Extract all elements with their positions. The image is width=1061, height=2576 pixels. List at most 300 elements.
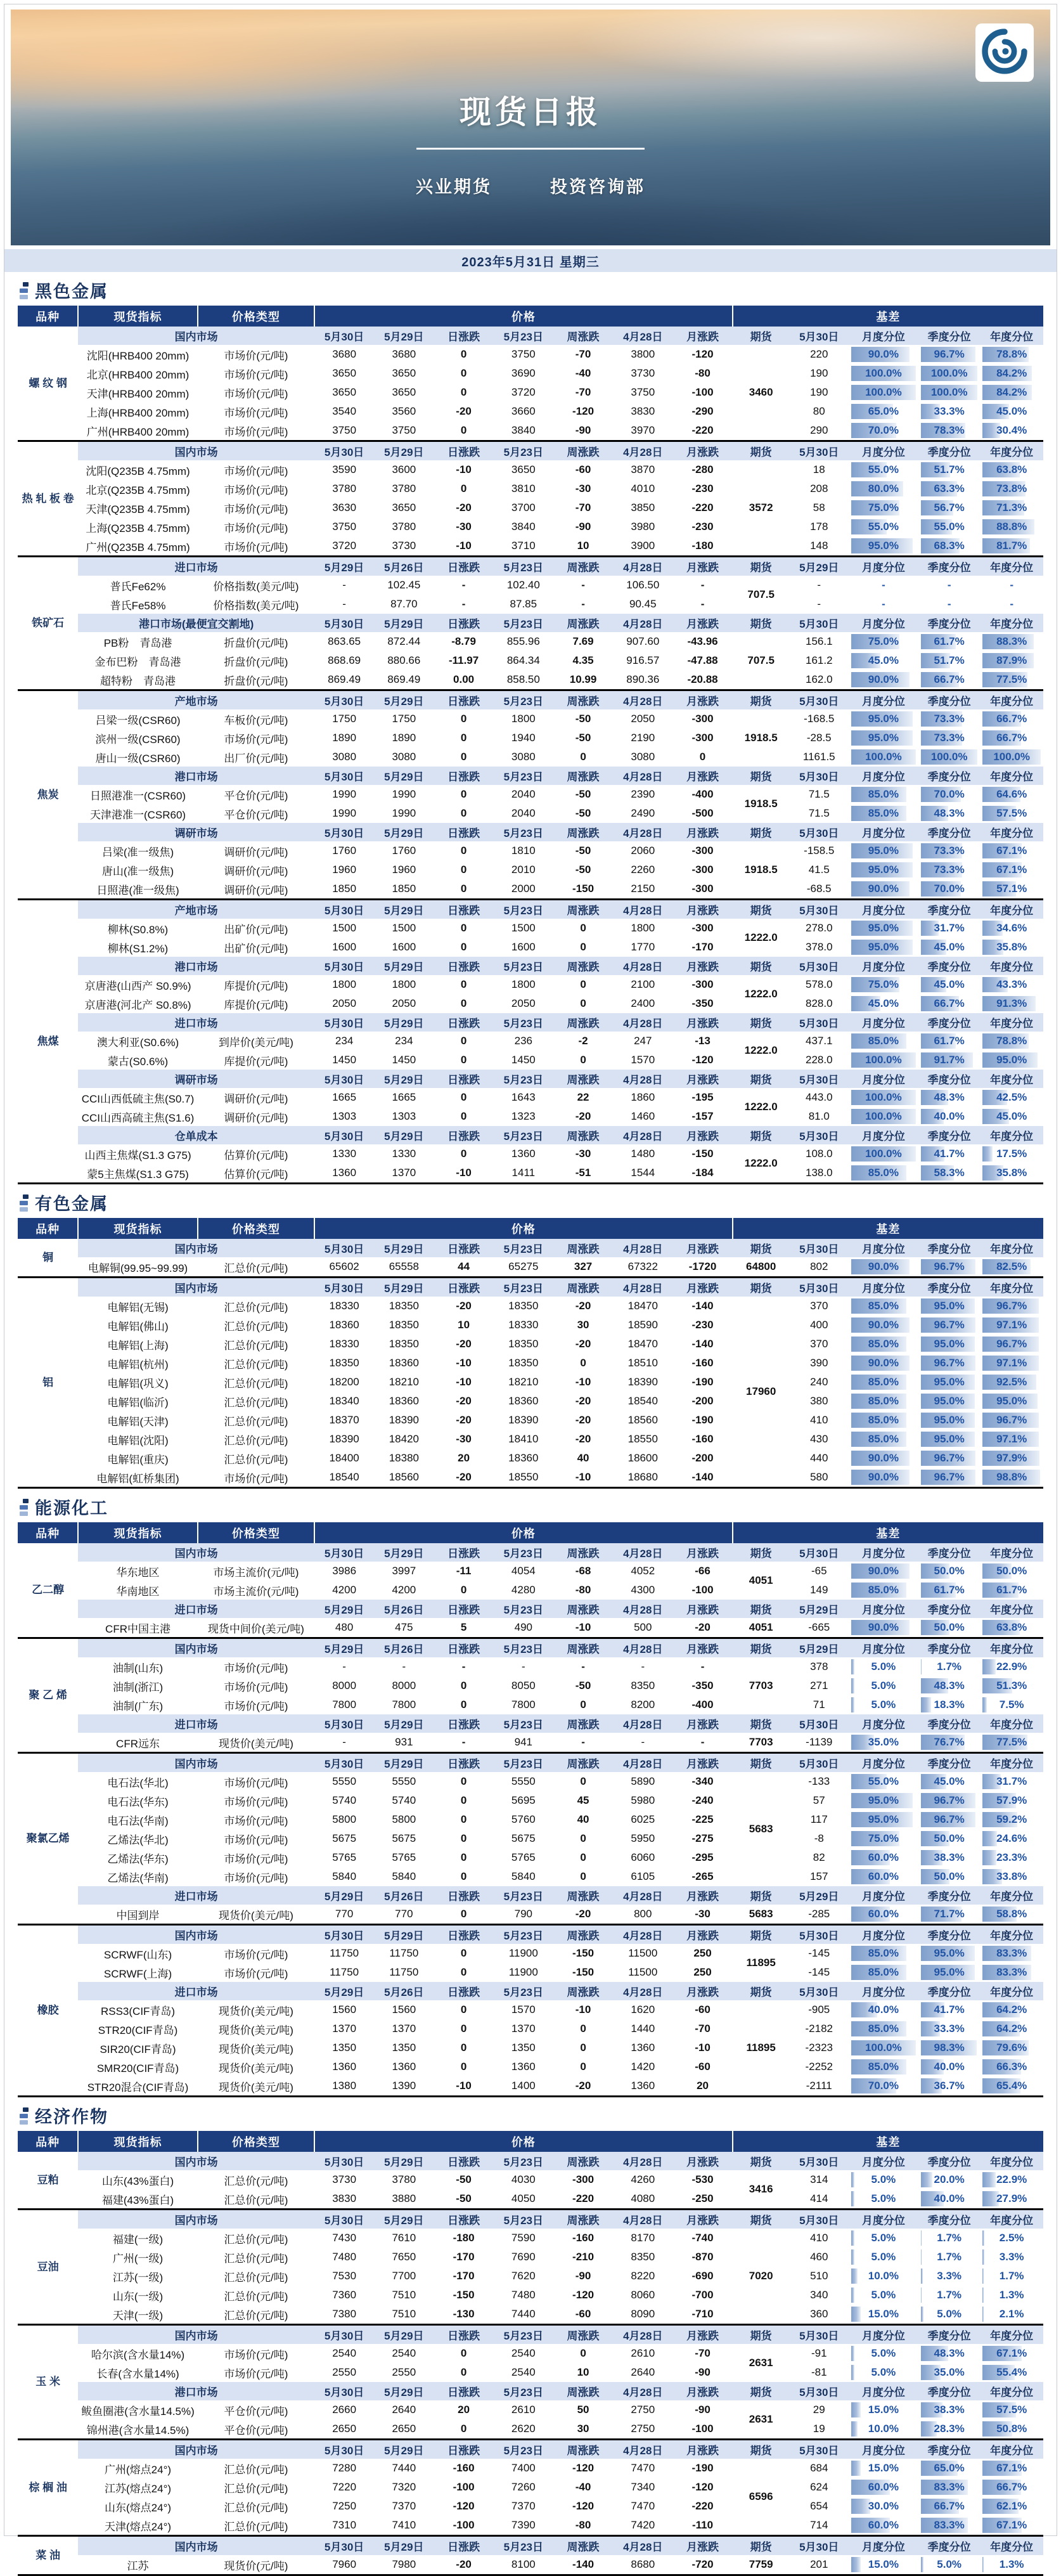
percentile-value: 56.7% bbox=[934, 502, 965, 514]
monthly-pct-header: 月度分位 bbox=[849, 2536, 918, 2556]
basis-date-header: 5月30日 bbox=[790, 1126, 849, 1144]
market-label: 仓单成本 bbox=[78, 1126, 314, 1144]
percentile-cell bbox=[918, 1297, 980, 1316]
price-cell: 8350 bbox=[631, 2251, 655, 2263]
percentile-cell bbox=[849, 1676, 918, 1695]
percentile-value: 100.0% bbox=[865, 1110, 902, 1122]
monthly-pct-header: 月度分位 bbox=[849, 1239, 918, 1257]
price-cell: 6105 bbox=[631, 1870, 655, 1882]
futures-header: 期货 bbox=[733, 1753, 790, 1773]
percentile-value: 28.3% bbox=[934, 2423, 965, 2435]
price-cell: 490 bbox=[514, 1621, 532, 1633]
date-header: 5月30日 bbox=[314, 1543, 374, 1562]
price-cell: 18680 bbox=[627, 1471, 658, 1483]
indicator-cell: 山东(43%蛋白) bbox=[101, 2175, 174, 2187]
daily-change-cell: 0 bbox=[460, 1832, 467, 1844]
percentile-cell bbox=[980, 1810, 1043, 1829]
monthly-change-cell: -20.88 bbox=[687, 673, 718, 685]
daily-change-cell: 0 bbox=[460, 941, 467, 953]
market-subheader-row bbox=[18, 2382, 1043, 2400]
market-label: 进口市场 bbox=[78, 1886, 314, 1905]
table-row bbox=[18, 938, 1043, 957]
percentile-value: 96.7% bbox=[934, 348, 965, 360]
percentile-cell bbox=[918, 2000, 980, 2019]
percentile-cell bbox=[918, 2229, 980, 2248]
percentile-value: 60.0% bbox=[868, 1851, 899, 1863]
price-cell: 3750 bbox=[392, 424, 416, 436]
daily-chg-header: 日涨跌 bbox=[434, 1013, 493, 1032]
percentile-value: 17.5% bbox=[996, 1148, 1027, 1160]
price-cell: 5550 bbox=[332, 1775, 357, 1787]
date-header: 5月29日 bbox=[314, 1982, 374, 2000]
price-cell: 1960 bbox=[392, 864, 416, 876]
price-type-cell: 现货中间价(美元/吨) bbox=[207, 1622, 304, 1635]
futures-price-cell: 11895 bbox=[746, 2042, 776, 2054]
percentile-cell bbox=[918, 1695, 980, 1714]
percentile-cell bbox=[918, 1392, 980, 1411]
percentile-cell bbox=[849, 345, 918, 364]
percentile-value: 84.2% bbox=[996, 367, 1027, 379]
monthly-change-cell: -230 bbox=[691, 521, 714, 533]
basis-value-cell: 360 bbox=[810, 2308, 828, 2320]
futures-header: 期货 bbox=[733, 614, 790, 632]
yearly-pct-header: 年度分位 bbox=[980, 957, 1043, 975]
monthly-chg-header: 月涨跌 bbox=[672, 767, 732, 785]
percentile-cell bbox=[918, 1430, 980, 1449]
price-cell: - bbox=[342, 1736, 346, 1748]
basis-value-cell: 580 bbox=[810, 1471, 828, 1483]
price-cell: 18560 bbox=[389, 1471, 419, 1483]
daily-change-cell: 0 bbox=[460, 1813, 467, 1825]
price-cell: 5695 bbox=[511, 1794, 536, 1806]
date-header: 5月30日 bbox=[314, 1013, 374, 1032]
price-cell: 3750 bbox=[332, 521, 357, 533]
percentile-cell bbox=[980, 1257, 1043, 1278]
basis-value-cell: 228.0 bbox=[805, 1054, 833, 1066]
table-row bbox=[18, 345, 1043, 364]
percentile-value: 100.0% bbox=[865, 751, 902, 763]
section-bullet-icon bbox=[20, 2107, 29, 2126]
price-cell: 1450 bbox=[392, 1054, 416, 1066]
price-cell: 3780 bbox=[392, 482, 416, 495]
price-cell: 18330 bbox=[508, 1319, 539, 1331]
percentile-value: 45.0% bbox=[996, 1110, 1027, 1122]
percentile-bar bbox=[921, 1659, 922, 1674]
price-cell: 65275 bbox=[508, 1260, 539, 1272]
indicator-cell: 电解铝(巩义) bbox=[107, 1377, 169, 1390]
basis-value-cell: 201 bbox=[810, 2558, 828, 2570]
percentile-cell bbox=[918, 576, 980, 595]
percentile-cell bbox=[849, 975, 918, 994]
indicator-cell: 油制(广东) bbox=[112, 1700, 164, 1712]
date-header: 5月30日 bbox=[314, 1925, 374, 1945]
monthly-change-cell: -90 bbox=[695, 2404, 711, 2416]
org-line bbox=[11, 173, 1050, 198]
weekly-change-cell: -140 bbox=[572, 2558, 595, 2570]
price-cell: 3750 bbox=[332, 424, 357, 436]
price-type-cell: 折盘价(元/吨) bbox=[224, 656, 288, 668]
price-cell: 770 bbox=[335, 1908, 354, 1920]
weekly-change-cell: -10 bbox=[575, 1376, 591, 1388]
percentile-value: 45.0% bbox=[934, 941, 965, 953]
price-type-cell: 市场价(元/吨) bbox=[224, 733, 288, 746]
table-row bbox=[18, 517, 1043, 536]
daily-change-cell: 0 bbox=[460, 1947, 467, 1959]
price-cell: 1440 bbox=[631, 2023, 655, 2035]
monthly-change-cell: 0 bbox=[699, 751, 706, 763]
price-cell: 480 bbox=[335, 1621, 354, 1633]
market-subheader-row bbox=[18, 900, 1043, 919]
date-header: 5月29日 bbox=[374, 1543, 434, 1562]
percentile-cell bbox=[918, 1163, 980, 1184]
percentile-value: 50.8% bbox=[996, 2423, 1027, 2435]
price-type-cell: 市场价(元/吨) bbox=[224, 1834, 288, 1846]
date-header: 4月28日 bbox=[613, 1925, 672, 1945]
basis-value-cell: 41.5 bbox=[808, 864, 830, 876]
monthly-chg-header: 月涨跌 bbox=[672, 557, 732, 576]
price-cell: 8090 bbox=[631, 2308, 655, 2320]
table-row bbox=[18, 1051, 1043, 1070]
col-variety: 品种 bbox=[18, 2131, 78, 2152]
indicator-cell: 柳林(S1.2%) bbox=[107, 942, 169, 955]
indicator-cell: 山东(一级) bbox=[112, 2290, 164, 2303]
percentile-cell bbox=[849, 1163, 918, 1184]
percentile-value: 95.0% bbox=[934, 1433, 965, 1445]
percentile-cell bbox=[918, 2516, 980, 2536]
market-subheader-row bbox=[18, 1126, 1043, 1144]
percentile-cell bbox=[918, 2267, 980, 2286]
monthly-pct-header: 月度分位 bbox=[849, 2382, 918, 2400]
price-cell: 7800 bbox=[332, 1699, 357, 1711]
price-type-cell: 市场价(元/吨) bbox=[224, 522, 288, 534]
date-header: 5月23日 bbox=[494, 2325, 553, 2345]
basis-date-header: 5月30日 bbox=[790, 614, 849, 632]
percentile-cell bbox=[918, 1354, 980, 1373]
percentile-cell bbox=[849, 1354, 918, 1373]
indicator-cell: 电石法(华南) bbox=[107, 1815, 169, 1827]
table-row bbox=[18, 2170, 1043, 2189]
price-cell: 8170 bbox=[631, 2232, 655, 2244]
monthly-pct-header: 月度分位 bbox=[849, 1714, 918, 1733]
price-cell: 1990 bbox=[392, 807, 416, 819]
monthly-pct-header: 月度分位 bbox=[849, 1126, 918, 1144]
date-header: 4月28日 bbox=[613, 1543, 672, 1562]
daily-chg-header: 日涨跌 bbox=[434, 614, 493, 632]
indicator-cell: 乙烯法(华东) bbox=[107, 1853, 169, 1865]
price-type-cell: 汇总价(元/吨) bbox=[224, 2520, 288, 2533]
percentile-value: 45.0% bbox=[934, 978, 965, 990]
basis-value-cell: - bbox=[817, 598, 821, 610]
percentile-value: 1.7% bbox=[937, 2232, 962, 2244]
table-row bbox=[18, 2000, 1043, 2019]
basis-value-cell: 162.0 bbox=[805, 673, 833, 685]
percentile-value: 63.8% bbox=[996, 463, 1027, 476]
percentile-value: 57.5% bbox=[996, 2404, 1027, 2416]
price-cell: 3840 bbox=[511, 521, 536, 533]
date-header: 5月26日 bbox=[374, 1600, 434, 1618]
price-cell: 18360 bbox=[508, 1395, 539, 1407]
percentile-value: 58.3% bbox=[934, 1167, 965, 1179]
weekly-change-cell: 40 bbox=[577, 1813, 589, 1825]
price-cell: 2650 bbox=[332, 2423, 357, 2435]
report-date: 2023年5月31日 星期三 bbox=[4, 249, 1057, 272]
market-subheader-row bbox=[18, 1543, 1043, 1562]
price-cell: 234 bbox=[395, 1035, 413, 1047]
basis-value-cell: 148 bbox=[810, 540, 828, 552]
col-indicator: 现货指标 bbox=[78, 306, 197, 327]
monthly-change-cell: -275 bbox=[691, 1832, 714, 1844]
weekly-change-cell: -40 bbox=[575, 2481, 591, 2493]
price-type-cell: 汇总价(元/吨) bbox=[224, 1415, 288, 1428]
basis-date-header: 5月30日 bbox=[790, 823, 849, 841]
indicator-cell: STR20混合(CIF青岛) bbox=[87, 2081, 189, 2094]
monthly-chg-header: 月涨跌 bbox=[672, 1126, 732, 1144]
percentile-cell bbox=[980, 345, 1043, 364]
market-subheader-row bbox=[18, 1600, 1043, 1618]
basis-date-header: 5月30日 bbox=[790, 441, 849, 461]
price-type-cell: 估算价(元/吨) bbox=[224, 1168, 288, 1181]
percentile-cell bbox=[918, 2019, 980, 2038]
percentile-bar bbox=[851, 2288, 854, 2303]
price-type-cell: 汇总价(元/吨) bbox=[224, 1339, 288, 1352]
col-price-type: 价格类型 bbox=[198, 2131, 314, 2152]
percentile-bar bbox=[851, 2365, 854, 2380]
percentile-value: 91.7% bbox=[934, 1054, 965, 1066]
weekly-change-cell: -120 bbox=[572, 2289, 595, 2301]
percentile-value: 95.0% bbox=[934, 1414, 965, 1426]
price-cell: 1303 bbox=[392, 1110, 416, 1122]
yearly-pct-header: 年度分位 bbox=[980, 823, 1043, 841]
percentile-cell bbox=[849, 919, 918, 938]
percentile-value: 100.0% bbox=[865, 367, 902, 379]
indicator-cell: 中国到岸 bbox=[116, 1909, 160, 1922]
futures-price-cell: 1918.5 bbox=[744, 864, 778, 876]
percentile-value: 50.0% bbox=[934, 1832, 965, 1844]
date-header: 5月26日 bbox=[374, 1886, 434, 1905]
percentile-cell bbox=[980, 2229, 1043, 2248]
date-header: 4月28日 bbox=[613, 1126, 672, 1144]
weekly-chg-header: 周涨跌 bbox=[553, 823, 613, 841]
basis-value-cell: 290 bbox=[810, 424, 828, 436]
quarterly-pct-header: 季度分位 bbox=[918, 2536, 980, 2556]
percentile-cell bbox=[849, 1581, 918, 1600]
monthly-pct-header: 月度分位 bbox=[849, 1070, 918, 1088]
percentile-cell bbox=[918, 1316, 980, 1335]
quarterly-pct-header: 季度分位 bbox=[918, 1925, 980, 1945]
monthly-change-cell: -47.88 bbox=[687, 654, 718, 666]
weekly-change-cell: -30 bbox=[575, 482, 591, 495]
indicator-cell: 蒙古(S0.6%) bbox=[107, 1055, 169, 1068]
weekly-change-cell: -50 bbox=[575, 845, 591, 857]
percentile-value: 40.0% bbox=[868, 2003, 899, 2016]
indicator-cell: 电解铝(沈阳) bbox=[107, 1434, 169, 1447]
price-type-cell: 市场价(元/吨) bbox=[224, 1796, 288, 1808]
indicator-cell: SMR20(CIF青岛) bbox=[96, 2062, 179, 2074]
daily-change-cell: 5 bbox=[460, 1621, 467, 1633]
price-cell: 907.60 bbox=[626, 635, 660, 647]
percentile-cell bbox=[918, 1676, 980, 1695]
percentile-cell bbox=[980, 651, 1043, 670]
percentile-cell bbox=[980, 2286, 1043, 2305]
monthly-change-cell: -700 bbox=[691, 2289, 714, 2301]
price-cell: 5550 bbox=[392, 1775, 416, 1787]
table-row bbox=[18, 2229, 1043, 2248]
market-label: 国内市场 bbox=[78, 2152, 314, 2170]
price-cell: 7220 bbox=[332, 2481, 357, 2493]
market-label: 进口市场 bbox=[78, 1714, 314, 1733]
monthly-change-cell: -295 bbox=[691, 1851, 714, 1863]
percentile-cell bbox=[918, 2419, 980, 2440]
price-cell: 7420 bbox=[631, 2519, 655, 2531]
percentile-cell bbox=[849, 938, 918, 957]
quarterly-pct-header: 季度分位 bbox=[918, 1070, 980, 1088]
indicator-cell: 长春(含水量14%) bbox=[96, 2367, 179, 2380]
percentile-value: 67.1% bbox=[996, 2347, 1027, 2359]
percentile-cell bbox=[980, 383, 1043, 402]
monthly-pct-header: 月度分位 bbox=[849, 441, 918, 461]
monthly-chg-header: 月涨跌 bbox=[672, 2536, 732, 2556]
market-subheader-row bbox=[18, 1982, 1043, 2000]
basis-date-header: 5月30日 bbox=[790, 1543, 849, 1562]
percentile-value: 100.0% bbox=[865, 386, 902, 398]
percentile-cell bbox=[849, 1791, 918, 1810]
daily-change-cell: -20 bbox=[456, 1471, 472, 1483]
percentile-value: 68.3% bbox=[934, 540, 965, 552]
monthly-change-cell: -300 bbox=[691, 864, 714, 876]
price-cell: 18410 bbox=[508, 1433, 539, 1445]
percentile-value: 50.0% bbox=[996, 1565, 1027, 1577]
date-header: 5月30日 bbox=[314, 823, 374, 841]
price-cell: 11750 bbox=[330, 1947, 359, 1959]
date-header: 5月29日 bbox=[374, 690, 434, 710]
daily-change-cell: 0 bbox=[460, 922, 467, 934]
weekly-change-cell: 0 bbox=[580, 2042, 586, 2054]
price-cell: 8350 bbox=[631, 1680, 655, 1692]
quarterly-pct-header: 季度分位 bbox=[918, 1013, 980, 1032]
daily-chg-header: 日涨跌 bbox=[434, 441, 493, 461]
percentile-value: 5.0% bbox=[937, 2308, 962, 2320]
weekly-change-cell: 7.69 bbox=[572, 635, 594, 647]
price-type-cell: 市场价(元/吨) bbox=[224, 2348, 288, 2361]
price-type-cell: 平仓价(元/吨) bbox=[224, 2424, 288, 2437]
percentile-cell bbox=[980, 938, 1043, 957]
price-cell: 1890 bbox=[332, 732, 357, 744]
daily-change-cell: 0 bbox=[460, 2366, 467, 2378]
price-cell: 2620 bbox=[511, 2423, 536, 2435]
price-cell: 7470 bbox=[631, 2500, 655, 2512]
basis-value-cell: 271 bbox=[810, 1680, 828, 1692]
basis-value-cell: 414 bbox=[810, 2192, 828, 2204]
table-row bbox=[18, 1468, 1043, 1488]
monthly-change-cell: -350 bbox=[691, 1680, 714, 1692]
weekly-change-cell: 10 bbox=[577, 540, 589, 552]
percentile-cell bbox=[918, 1963, 980, 1982]
monthly-change-cell: -190 bbox=[691, 1414, 714, 1426]
monthly-change-cell: -157 bbox=[691, 1110, 714, 1122]
commodity-table bbox=[18, 1522, 1043, 2097]
price-cell: 3540 bbox=[332, 405, 357, 417]
indicator-cell: 吕梁(准一级焦) bbox=[101, 846, 174, 858]
percentile-value: 96.7% bbox=[934, 1794, 965, 1806]
basis-value-cell: 208 bbox=[810, 482, 828, 495]
table-row bbox=[18, 1867, 1043, 1886]
market-label: 国内市场 bbox=[78, 1753, 314, 1773]
price-cell: 247 bbox=[634, 1035, 652, 1047]
percentile-cell bbox=[849, 1468, 918, 1488]
monthly-chg-header: 月涨跌 bbox=[672, 1070, 732, 1088]
price-cell: 5890 bbox=[631, 1775, 655, 1787]
weekly-chg-header: 周涨跌 bbox=[553, 2440, 613, 2459]
variety-cell: 橡胶 bbox=[18, 1925, 78, 2097]
monthly-change-cell: -190 bbox=[691, 2462, 714, 2474]
monthly-change-cell: -140 bbox=[691, 1338, 714, 1350]
price-cell: 3730 bbox=[332, 2173, 357, 2185]
basis-date-header: 5月30日 bbox=[790, 1753, 849, 1773]
daily-change-cell: 0 bbox=[460, 732, 467, 744]
date-header: 5月23日 bbox=[494, 1982, 553, 2000]
daily-change-cell: -180 bbox=[453, 2232, 475, 2244]
percentile-cell bbox=[918, 498, 980, 517]
price-type-cell: 库提价(元/吨) bbox=[224, 1055, 288, 1068]
percentile-value: 1.7% bbox=[999, 2270, 1024, 2282]
price-cell: 3650 bbox=[392, 502, 416, 514]
percentile-value: 10.0% bbox=[868, 2270, 899, 2282]
percentile-cell bbox=[980, 1449, 1043, 1468]
percentile-cell bbox=[980, 2248, 1043, 2267]
percentile-bar bbox=[921, 2557, 923, 2572]
price-cell: 8220 bbox=[631, 2270, 655, 2282]
monthly-change-cell: -300 bbox=[691, 978, 714, 990]
percentile-value: 65.0% bbox=[868, 405, 899, 417]
percentile-cell bbox=[849, 2057, 918, 2076]
price-type-cell: 市场价(元/吨) bbox=[224, 406, 288, 419]
monthly-change-cell: -10 bbox=[695, 2042, 711, 2054]
percentile-value: 90.0% bbox=[868, 348, 899, 360]
price-cell: 18350 bbox=[389, 1300, 419, 1312]
indicator-cell: 天津(Q235B 4.75mm) bbox=[86, 503, 190, 515]
percentile-cell bbox=[849, 421, 918, 441]
table-row bbox=[18, 383, 1043, 402]
percentile-bar bbox=[982, 1659, 996, 1674]
table-row bbox=[18, 1618, 1043, 1638]
price-type-cell: 汇总价(元/吨) bbox=[224, 2175, 288, 2187]
percentile-cell bbox=[980, 1848, 1043, 1867]
percentile-bar bbox=[851, 1659, 854, 1674]
price-type-cell: 折盘价(元/吨) bbox=[224, 637, 288, 649]
indicator-cell: 电解铜(99.95~99.99) bbox=[87, 1262, 188, 1274]
col-price-group: 价格 bbox=[314, 1522, 733, 1543]
monthly-chg-header: 月涨跌 bbox=[672, 327, 732, 345]
futures-price-cell: 1918.5 bbox=[744, 798, 778, 810]
market-subheader-row bbox=[18, 2152, 1043, 2170]
variety-cell: 铝 bbox=[18, 1278, 78, 1488]
weekly-change-cell: - bbox=[581, 1660, 585, 1673]
market-subheader-row bbox=[18, 2536, 1043, 2556]
table-row bbox=[18, 536, 1043, 557]
date-header: 5月29日 bbox=[374, 1714, 434, 1733]
price-cell: 18340 bbox=[329, 1395, 359, 1407]
date-header: 5月29日 bbox=[374, 1753, 434, 1773]
percentile-cell bbox=[918, 2286, 980, 2305]
weekly-change-cell: 10 bbox=[577, 2366, 589, 2378]
price-type-cell: 库提价(元/吨) bbox=[224, 999, 288, 1011]
price-cell: 1380 bbox=[332, 2080, 357, 2092]
percentile-value: 97.1% bbox=[996, 1357, 1027, 1369]
futures-header: 期货 bbox=[733, 900, 790, 919]
daily-change-cell: -150 bbox=[453, 2289, 475, 2301]
price-cell: 18210 bbox=[508, 1376, 539, 1388]
date-header: 5月29日 bbox=[374, 1925, 434, 1945]
